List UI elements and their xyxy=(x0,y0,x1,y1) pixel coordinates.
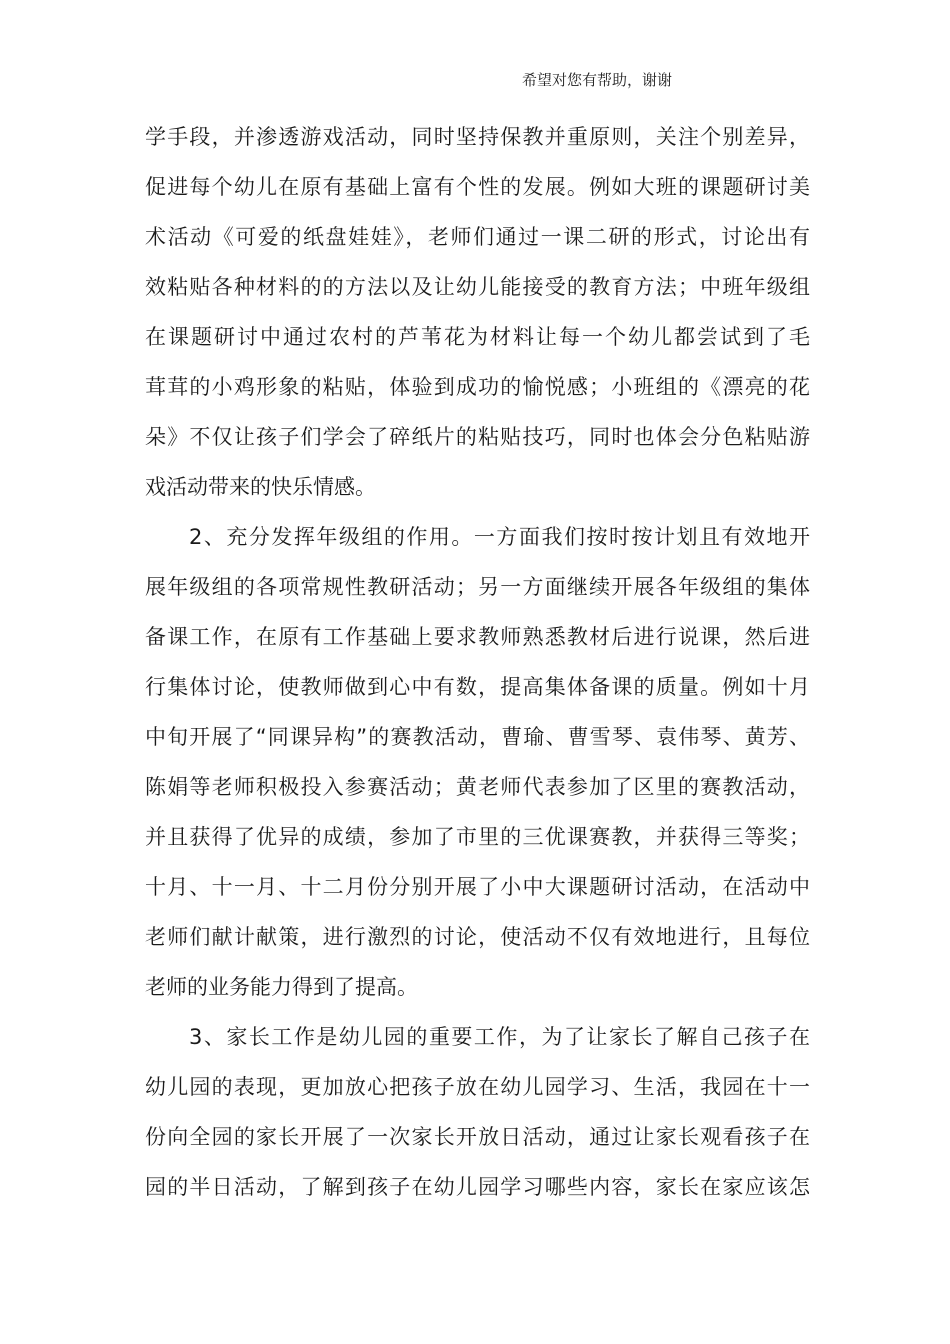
text-line: 效粘贴各种材料的的方法以及让幼儿能接受的教育方法；中班年级组 xyxy=(145,275,810,299)
body-text xyxy=(145,112,810,1212)
text-line: 十月、十一月、十二月份分别开展了小中大课题研讨活动，在活动中 xyxy=(145,875,810,899)
text-line: 茸茸的小鸡形象的粘贴，体验到成功的愉悦感；小班组的《漂亮的花 xyxy=(145,375,810,399)
text-line: 份向全园的家长开展了一次家长开放日活动，通过让家长观看孩子在 xyxy=(145,1125,810,1149)
text-line: 备课工作，在原有工作基础上要求教师熟悉教材后进行说课，然后进 xyxy=(145,625,810,649)
text-line: 中旬开展了“同课异构”的赛教活动，曹瑜、曹雪琴、袁伟琴、黄芳、 xyxy=(145,725,810,749)
text-line: 老师的业务能力得到了提高。 xyxy=(145,975,418,999)
paragraph-2-first-line: 2、充分发挥年级组的作用。一方面我们按时按计划且有效地开 xyxy=(189,525,810,549)
text-line: 园的半日活动，了解到孩子在幼儿园学习哪些内容，家长在家应该怎 xyxy=(145,1175,810,1199)
text-line: 行集体讨论，使教师做到心中有数，提高集体备课的质量。例如十月 xyxy=(145,675,810,699)
paragraph-3-first-line: 3、家长工作是幼儿园的重要工作，为了让家长了解自己孩子在 xyxy=(189,1025,810,1049)
text-line: 并且获得了优异的成绩，参加了市里的三优课赛教，并获得三等奖； xyxy=(145,825,810,849)
text-line: 老师们献计献策，进行激烈的讨论，使活动不仅有效地进行，且每位 xyxy=(145,925,810,949)
text-line: 陈娟等老师积极投入参赛活动；黄老师代表参加了区里的赛教活动， xyxy=(145,775,810,799)
text-line: 幼儿园的表现，更加放心把孩子放在幼儿园学习、生活，我园在十一 xyxy=(145,1075,810,1099)
text-line: 展年级组的各项常规性教研活动；另一方面继续开展各年级组的集体 xyxy=(145,575,810,599)
text-line: 朵》不仅让孩子们学会了碎纸片的粘贴技巧，同时也体会分色粘贴游 xyxy=(145,425,810,449)
text-line: 术活动《可爱的纸盘娃娃》，老师们通过一课二研的形式，讨论出有 xyxy=(145,225,810,249)
text-line: 戏活动带来的快乐情感。 xyxy=(145,475,376,499)
page-header: 希望对您有帮助，谢谢 xyxy=(522,71,673,89)
text-line: 在课题研讨中通过农村的芦苇花为材料让每一个幼儿都尝试到了毛 xyxy=(145,325,810,349)
text-line: 学手段，并渗透游戏活动，同时坚持保教并重原则，关注个别差异， xyxy=(145,125,810,149)
text-line: 促进每个幼儿在原有基础上富有个性的发展。例如大班的课题研讨美 xyxy=(145,175,810,199)
